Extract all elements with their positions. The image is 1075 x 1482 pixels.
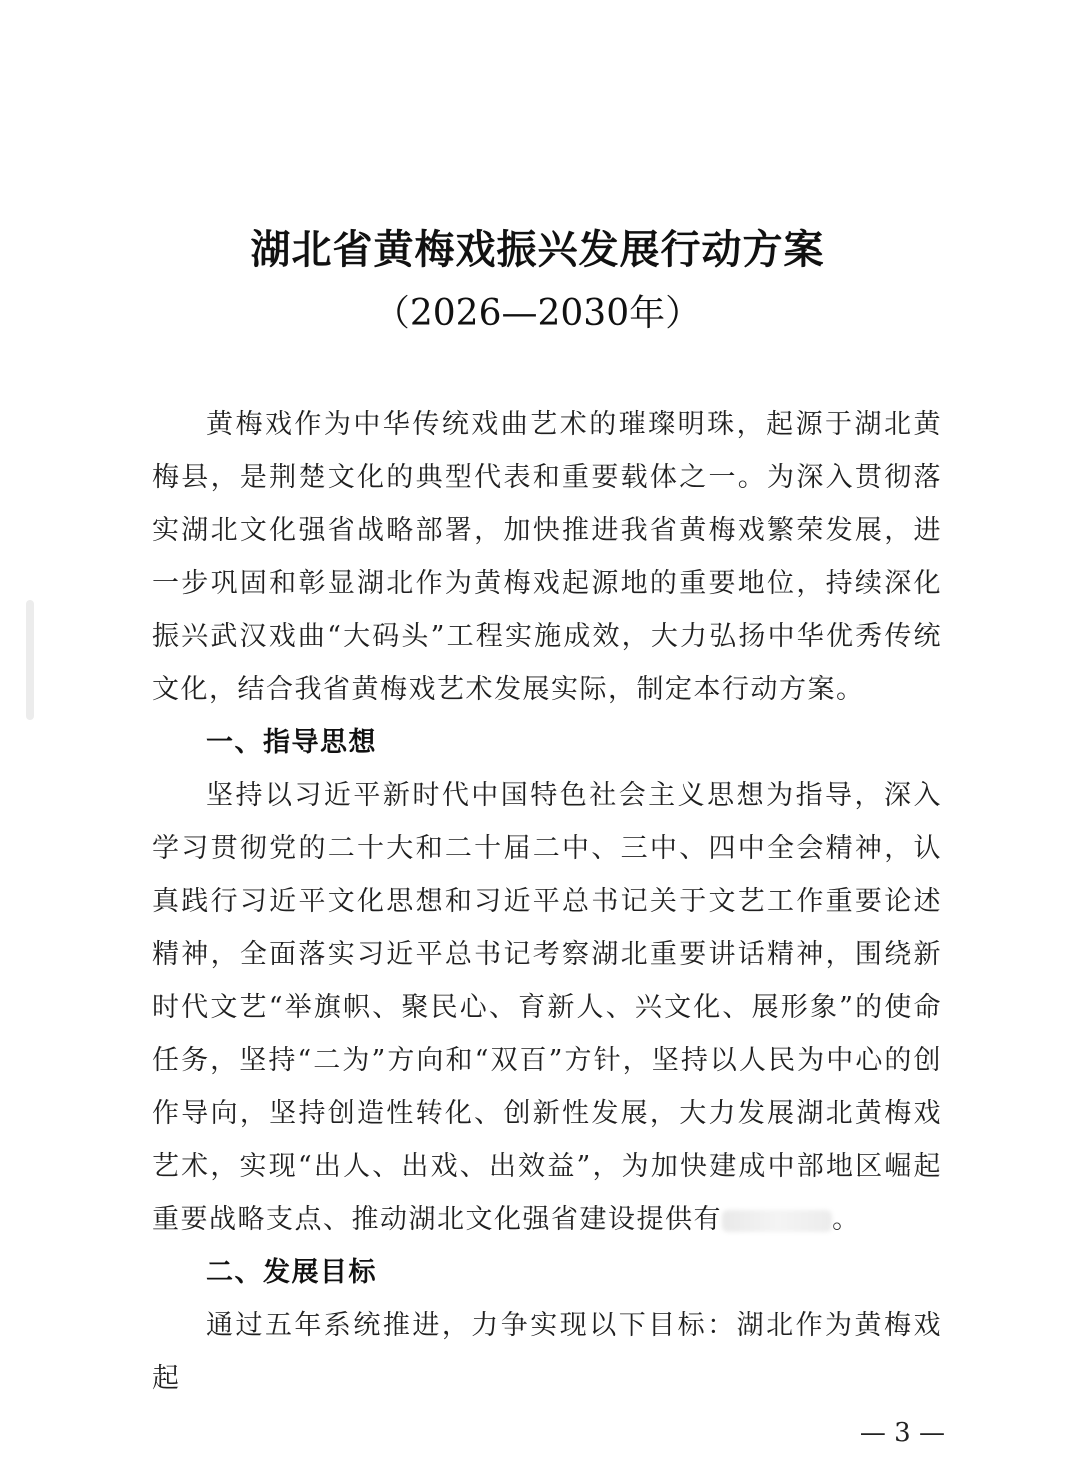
document-subtitle: （2026—2030年）: [373, 293, 702, 334]
intro-paragraph: 黄梅戏作为中华传统戏曲艺术的璀璨明珠，起源于湖北黄梅县，是荆楚文化的典型代表和重要载体之一。为深入贯彻落实湖北文化强省战略部署，加快推进我省黄梅戏繁荣发展，进一步巩固和彰显湖北作为黄梅戏起源地的重要地位，持续深化振兴武汉戏曲“大码头”工程实施成效，大力弘扬中华优秀传统文化，结合我省黄梅戏艺术发展实际，制定本行动方案。: [152, 409, 942, 705]
scroll-indicator: [26, 600, 34, 720]
document-title: 湖北省黄梅戏振兴发展行动方案: [250, 226, 825, 273]
redacted-blur: [722, 1210, 832, 1232]
document-body: [152, 398, 942, 1405]
guiding-ideology-paragraph: [152, 769, 942, 1246]
page-number: — 3 —: [859, 1418, 945, 1448]
development-goals-paragraph: 通过五年系统推进，力争实现以下目标：湖北作为黄梅戏起: [152, 1310, 942, 1394]
section-heading-guiding-ideology: 一、指导思想: [206, 727, 377, 758]
section-heading-development-goals: 二、发展目标: [206, 1257, 377, 1288]
guiding-ideology-text: 坚持以习近平新时代中国特色社会主义思想为指导，深入学习贯彻党的二十大和二十届二中、三中、四中全会精神，认真践行习近平文化思想和习近平总书记关于文艺工作重要论述精神，全面落实习近平总书记考察湖北重要讲话精神，围绕新时代文艺“举旗帜、聚民心、育新人、兴文化、展形象”的使命任务，坚持“二为”方向和“双百”方针，坚持以人民为中心的创作导向，坚持创造性转化、创新性发展，大力发展湖北黄梅戏艺术，实现“出人、出戏、出效益”，为加快建成中部地区崛起重要战略支点、推动湖北文化强省建设提供有: [152, 780, 942, 1235]
guiding-ideology-text-end: 。: [832, 1204, 861, 1235]
